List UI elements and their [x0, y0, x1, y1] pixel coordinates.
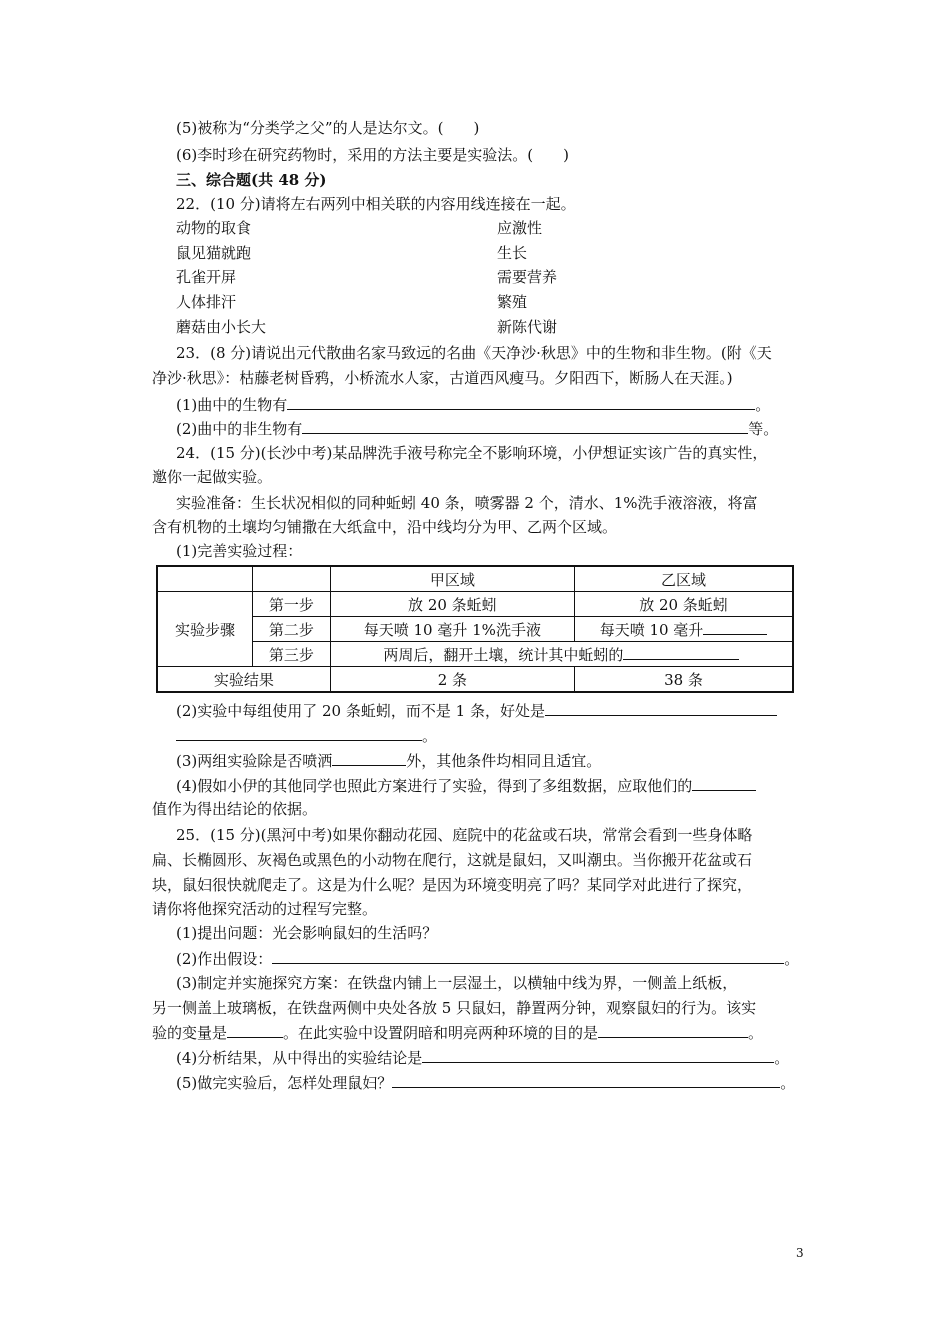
section-heading: 三、综合题(共 48 分) — [176, 171, 327, 189]
q25-stem-line2: 扁、长椭圆形、灰褐色或黑色的小动物在爬行，这就是鼠妇，又叫潮虫。当你搬开花盆或石 — [152, 851, 753, 869]
step-cell: 放 20 条蚯蚓 — [330, 592, 574, 617]
q24-part4 — [176, 775, 756, 796]
result-cell: 2 条 — [330, 667, 574, 693]
q25-part5 — [176, 1072, 795, 1093]
table-corner-cell — [253, 566, 331, 592]
q23-part1-end: 。 — [755, 396, 771, 414]
table-row — [157, 592, 793, 617]
q22-right-item: 需要营养 — [497, 268, 558, 286]
q23-part2-label: (2)曲中的非生物有 — [176, 420, 303, 438]
q22-left-item: 人体排汗 — [176, 293, 237, 311]
experiment-table — [156, 565, 794, 693]
q23-part2 — [176, 418, 778, 439]
step2-b-text: 每天喷 10 毫升 — [599, 620, 704, 639]
q23-part2-end: 等。 — [748, 420, 779, 438]
table-row — [157, 642, 793, 667]
step-label: 第二步 — [253, 617, 331, 642]
q25-part2 — [176, 948, 799, 969]
q24-part2-label: (2)实验中每组使用了 20 条蚯蚓，而不是 1 条，好处是 — [176, 702, 545, 720]
steps-label: 实验步骤 — [157, 592, 253, 667]
step-label: 第一步 — [253, 592, 331, 617]
q24-part2-answer-blank[interactable] — [545, 700, 777, 716]
q23-stem-line2: 净沙·秋思》：枯藤老树昏鸦，小桥流水人家，古道西风瘦马。夕阳西下，断肠人在天涯。) — [152, 369, 733, 387]
q25-part5-answer-blank[interactable] — [392, 1072, 780, 1088]
table-row — [157, 617, 793, 642]
q25-part3-purpose-label: 。在此实验中设置阴暗和明亮两种环境的目的是 — [283, 1024, 599, 1042]
q24-stem-line1: 24．(15 分)(长沙中考)某品牌洗手液号称完全不影响环境，小伊想证实该广告的真实性， — [176, 444, 768, 462]
q25-part4 — [176, 1047, 789, 1068]
q25-part1: (1)提出问题：光会影响鼠妇的生活吗？ — [176, 924, 438, 942]
step-cell: 每天喷 10 毫升 1%洗手液 — [330, 617, 574, 642]
q23-stem-line1: 23．(8 分)请说出元代散曲名家马致远的名曲《天净沙·秋思》中的生物和非生物。(附《天 — [176, 344, 772, 362]
q25-part3-line1: (3)制定并实施探究方案：在铁盘内铺上一层湿土，以横轴中线为界，一侧盖上纸板， — [176, 974, 738, 992]
q25-part3-end: 。 — [748, 1024, 764, 1042]
q25-part2-label: (2)作出假设： — [176, 950, 273, 968]
result-label: 实验结果 — [157, 667, 330, 693]
step-label: 第三步 — [253, 642, 331, 667]
step-cell: 放 20 条蚯蚓 — [575, 592, 794, 617]
page-number: 3 — [796, 1246, 804, 1260]
q24-part3-answer-blank[interactable] — [332, 750, 406, 766]
q25-part3-variable-label: 验的变量是 — [152, 1024, 228, 1042]
q24-part4-label: (4)假如小伊的其他同学也照此方案进行了实验，得到了多组数据，应取他们的 — [176, 777, 693, 795]
header-area-a: 甲区域 — [330, 566, 574, 592]
q24-prep-line2: 含有机物的土壤均匀铺撒在大纸盒中，沿中线均分为甲、乙两个区域。 — [152, 518, 618, 536]
q24-part2-end: 。 — [422, 727, 438, 745]
q25-part4-label: (4)分析结果，从中得出的实验结论是 — [176, 1049, 423, 1067]
q25-part5-label: (5)做完实验后，怎样处理鼠妇？ — [176, 1074, 393, 1092]
table-corner-cell — [157, 566, 253, 592]
q24-part3 — [176, 750, 601, 771]
q22-left-item: 动物的取食 — [176, 219, 252, 237]
question-6: (6)李时珍在研究药物时，采用的方法主要是实验法。( ) — [176, 146, 569, 164]
q25-part5-end: 。 — [780, 1074, 796, 1092]
q22-right-item: 新陈代谢 — [497, 318, 558, 336]
header-area-b: 乙区域 — [575, 566, 794, 592]
q25-variable-answer-blank[interactable] — [227, 1022, 283, 1038]
question-5: (5)被称为“分类学之父”的人是达尔文。( ) — [176, 119, 480, 137]
q25-part4-end: 。 — [774, 1049, 790, 1067]
q25-part2-end: 。 — [784, 950, 800, 968]
q24-prep-line1: 实验准备：生长状况相似的同种蚯蚓 40 条，喷雾器 2 个，清水、1%洗手液溶液，将富 — [176, 494, 758, 512]
q25-purpose-answer-blank[interactable] — [598, 1022, 748, 1038]
q22-left-item: 蘑菇由小长大 — [176, 318, 267, 336]
step2-b-answer-blank[interactable] — [703, 619, 767, 635]
q22-stem: 22．(10 分)请将左右两列中相关联的内容用线连接在一起。 — [176, 195, 576, 213]
q25-stem-line3: 块，鼠妇很快就爬走了。这是为什么呢？是因为环境变明亮了吗？某同学对此进行了探究， — [152, 876, 753, 894]
q22-right-item: 生长 — [497, 244, 528, 262]
q24-part4-answer-blank[interactable] — [692, 775, 756, 791]
q25-stem-line1: 25．(15 分)(黑河中考)如果你翻动花园、庭院中的花盆或石块，常常会看到一些身体略 — [176, 826, 753, 844]
q22-left-item: 孔雀开屏 — [176, 268, 237, 286]
step3-text: 两周后，翻开土壤，统计其中蚯蚓的 — [383, 645, 624, 664]
q22-left-item: 鼠见猫就跑 — [176, 244, 252, 262]
q25-part2-answer-blank[interactable] — [272, 948, 784, 964]
table-header-row — [157, 566, 793, 592]
q23-part1-label: (1)曲中的生物有 — [176, 396, 288, 414]
q24-stem-line2: 邀你一起做实验。 — [152, 468, 273, 486]
q22-right-item: 应激性 — [497, 219, 543, 237]
q25-part3-line2: 另一侧盖上玻璃板，在铁盘两侧中央处各放 5 只鼠妇，静置两分钟，观察鼠妇的行为。该实 — [152, 999, 757, 1017]
q23-part2-answer-blank[interactable] — [302, 418, 748, 434]
q22-right-item: 繁殖 — [497, 293, 528, 311]
q24-part2 — [176, 700, 777, 721]
q23-part1-answer-blank[interactable] — [287, 394, 755, 410]
q24-part3-label: (3)两组实验除是否喷洒 — [176, 752, 333, 770]
step3-cell — [330, 642, 793, 667]
q23-part1 — [176, 394, 770, 415]
q25-part3-line3 — [152, 1022, 763, 1043]
table-row — [157, 667, 793, 693]
q24-part1: (1)完善实验过程： — [176, 542, 303, 560]
result-cell: 38 条 — [575, 667, 794, 693]
q25-stem-line4: 请你将他探究活动的过程写完整。 — [152, 900, 378, 918]
q24-part2-continue — [176, 725, 437, 746]
step-cell — [575, 617, 794, 642]
q24-part3-suffix: 外，其他条件均相同且适宜。 — [406, 752, 602, 770]
q24-part2-answer-blank[interactable] — [176, 725, 422, 741]
q25-part4-answer-blank[interactable] — [422, 1047, 774, 1063]
step3-answer-blank[interactable] — [623, 644, 739, 660]
q24-part4-line2: 值作为得出结论的依据。 — [152, 800, 318, 818]
